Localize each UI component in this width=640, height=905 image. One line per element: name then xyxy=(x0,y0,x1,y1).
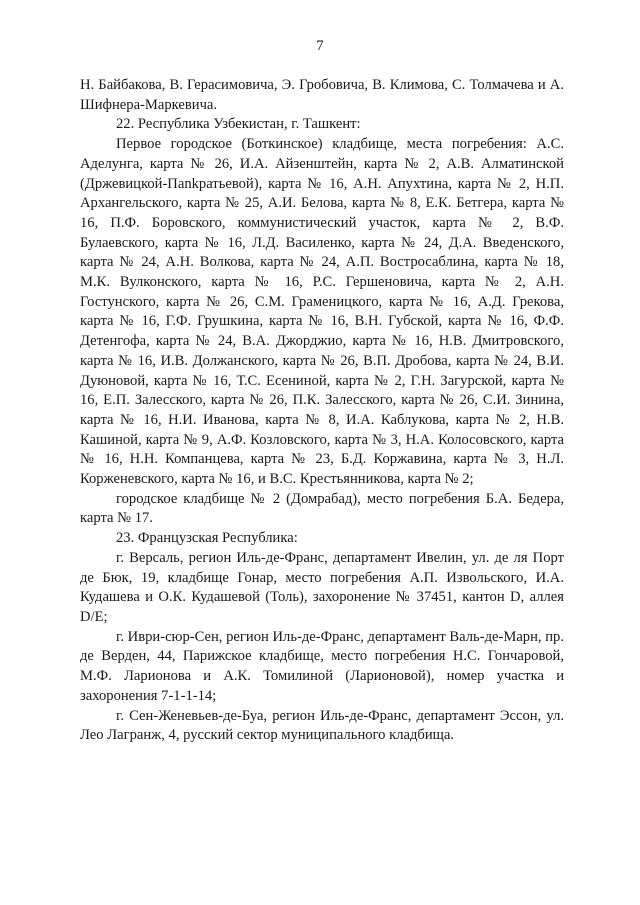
paragraph-ivry-sur-seine: г. Иври-сюр-Сен, регион Иль-де-Франс, департамент Валь-де-Марн, пр. де Верден, 44, Парижское кладбище, место погребения Н.С. Гончаровой, М.Ф. Ларионова и А.К. Томилиной (Ларионовой), номер участка и захоронения 7-1-1-14; xyxy=(80,628,564,704)
paragraph-versailles: г. Версаль, регион Иль-де-Франс, департамент Ивелин, ул. де ля Порт де Бюк, 19, кладбище Гонар, место погребения А.П. Извольского, И.А. Кудашева и О.К. Кудашевой (Толь), захоронение № 37451, кантон D, аллея D/E; xyxy=(80,549,564,625)
paragraph-tashkent-cemetery-2: городское кладбище № 2 (Домрабад), место погребения Б.А. Бедера, карта № 17. xyxy=(80,490,564,527)
page-number: 7 xyxy=(316,38,324,54)
paragraph-continuation: Н. Байбакова, В. Герасимовича, Э. Гробовича, В. Климова, С. Толмачева и А. Шифнера-Маркевича. xyxy=(80,77,564,113)
paragraph-section-22: 22. Республика Узбекистан, г. Ташкент: xyxy=(116,116,361,133)
paragraph-section-23: 23. Французская Республика: xyxy=(116,530,298,547)
paragraph-sainte-genevieve: г. Сен-Женевьев-де-Буа, регион Иль-де-Франс, департамент Эссон, ул. Лео Лагранж, 4, русский сектор муниципального кладбища. xyxy=(80,707,564,744)
document-body xyxy=(80,76,564,746)
paragraph-tashkent-cemetery-1: Первое городское (Боткинское) кладбище, места погребения: А.С. Аделунга, карта № 26, И.А. Айзенштейн, карта № 2, А.В. Алматинской (Држевицкой-Пankpатьевой), карта № 16, А.Н. Апухтина, карта № 2, Н.П. Архангельского, карта № 25, А.И. Белова, карта № 8, Е.К. Бетгера, карта № 16, П.Ф. Боровского, коммунистический участок, карта № 2, В.Ф. Булаевского, карта № 16, Л.Д. Василенко, карта № 24, Д.А. Введенского, карта № 24, А.Н. Волкова, карта № 24, А.П. Востросаблина, карта № 18, М.К. Вулконского, карта № 16, Р.С. Гершеновича, карта № 2, А.Н. Гостунского, карта № 26, С.М. Граменицкого, карта № 16, А.Д. Грекова, карта № 16, Г.Ф. Грушкина, карта № 16, В.Н. Губской, карта № 16, Ф.Ф. Детенгофа, карта № 24, В.А. Джорджио, карта № 16, Н.В. Дмитровского, карта № 16, И.В. Должанского, карта № 26, В.П. Дробова, карта № 24, В.И. Дуюновой, карта № 16, Т.С. Есениной, карта № 2, Г.Н. Загурской, карта № 16, Е.П. Залесского, карта № 26, П.К. Залесского, карта № 26, С.И. Зинина, карта № 16, Н.И. Иванова, карта № 8, И.А. Каблукова, карта № 2, Н.В. Кашиной, карта № 9, А.Ф. Козловского, карта № 3, Н.А. Колосовского, карта № 16, Н.Н. Компанцева, карта № 23, Б.Д. Коржавина, карта № 3, Н.Л. Корженевского, карта № 16, и В.С. Крестьянникова, карта № 2; xyxy=(80,136,564,488)
